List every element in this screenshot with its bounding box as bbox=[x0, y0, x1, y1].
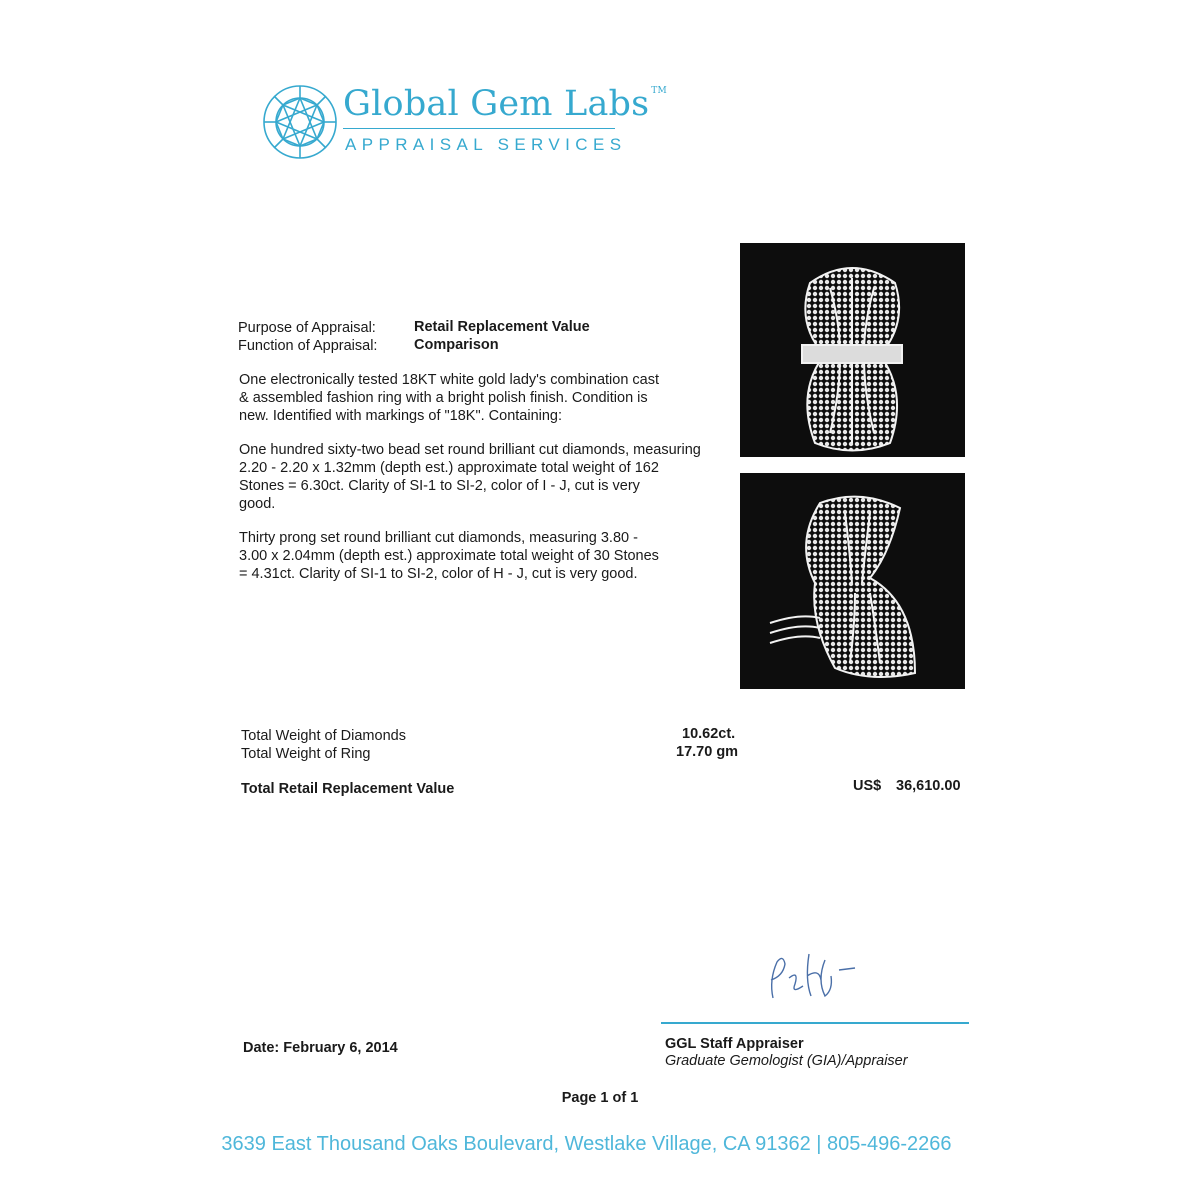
total-ring-value: 17.70 gm bbox=[676, 744, 739, 760]
stones-group-2 bbox=[239, 529, 729, 583]
description-line: One hundred sixty-two bead set round brilliant cut diamonds, measuring bbox=[239, 442, 701, 458]
description-line: Stones = 6.30ct. Clarity of SI-1 to SI-2, color of I - J, cut is very bbox=[239, 478, 640, 494]
description-line: One electronically tested 18KT white gold lady's combination cast bbox=[239, 372, 660, 388]
function-value: Comparison bbox=[414, 337, 499, 353]
page-number: Page 1 of 1 bbox=[561, 1090, 639, 1106]
brand-subtitle: APPRAISAL SERVICES bbox=[345, 135, 627, 154]
description-line: 3.00 x 2.04mm (depth est.) approximate total weight of 30 Stones bbox=[239, 548, 659, 564]
currency-label: US$ bbox=[853, 778, 882, 794]
retail-value-amount: 36,610.00 bbox=[896, 778, 961, 794]
description-line: good. bbox=[239, 496, 276, 512]
appraisal-date: Date: February 6, 2014 bbox=[243, 1040, 398, 1056]
brand-name-text: Global Gem Labs bbox=[343, 84, 650, 124]
appraiser-signature bbox=[755, 940, 865, 1010]
description-line: new. Identified with markings of "18K". Containing: bbox=[239, 408, 563, 424]
description-line: & assembled fashion ring with a bright polish finish. Condition is bbox=[239, 390, 648, 406]
trademark-mark: TM bbox=[651, 86, 667, 96]
description-line: = 4.31ct. Clarity of SI-1 to SI-2, color of H - J, cut is very good. bbox=[239, 566, 638, 582]
ring-photo-side bbox=[740, 473, 965, 689]
appraiser-title: GGL Staff Appraiser bbox=[665, 1036, 804, 1052]
ring-photo-front bbox=[740, 243, 965, 457]
signature-line bbox=[661, 1022, 969, 1024]
diamond-icon bbox=[262, 84, 338, 160]
company-address: 3639 East Thousand Oaks Boulevard, Westlake Village, CA 91362 | 805-496-2266 bbox=[221, 1133, 952, 1155]
brand-divider bbox=[343, 128, 615, 129]
function-label: Function of Appraisal: bbox=[238, 338, 378, 354]
description-line: Thirty prong set round brilliant cut diamonds, measuring 3.80 - bbox=[239, 530, 638, 546]
brand-name bbox=[343, 84, 667, 124]
purpose-label: Purpose of Appraisal: bbox=[238, 320, 376, 336]
purpose-value: Retail Replacement Value bbox=[414, 319, 590, 335]
total-diamonds-value: 10.62ct. bbox=[682, 726, 736, 742]
appraiser-role: Graduate Gemologist (GIA)/Appraiser bbox=[665, 1053, 908, 1069]
item-description bbox=[239, 371, 729, 425]
description-line: 2.20 - 2.20 x 1.32mm (depth est.) approximate total weight of 162 bbox=[239, 460, 659, 476]
retail-value-label: Total Retail Replacement Value bbox=[241, 781, 455, 797]
stones-group-1 bbox=[239, 441, 729, 513]
total-ring-label: Total Weight of Ring bbox=[241, 746, 371, 762]
total-diamonds-label: Total Weight of Diamonds bbox=[241, 728, 406, 744]
